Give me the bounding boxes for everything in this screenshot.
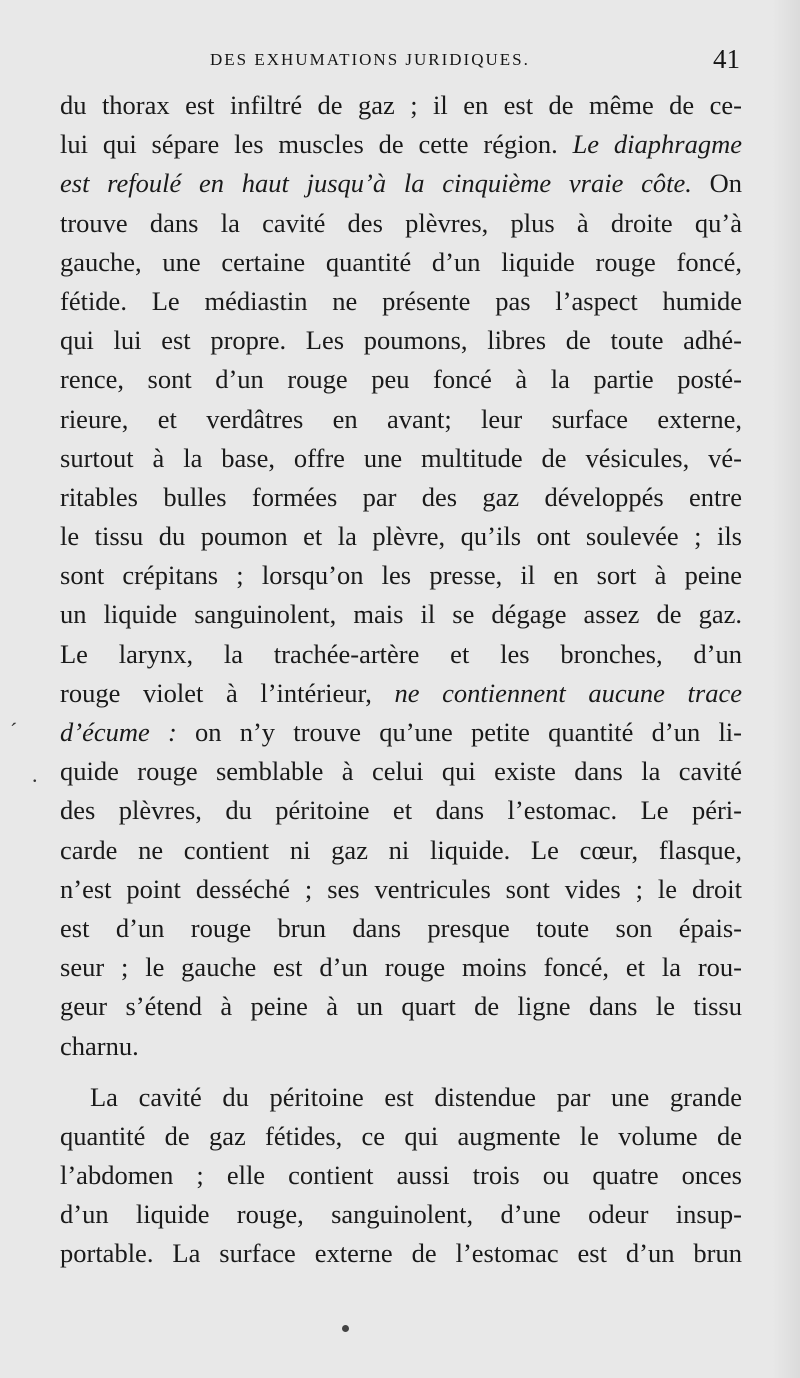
- text-line: carde ne contient ni gaz ni liquide. Le cœur, flasque,: [60, 834, 742, 865]
- text-line: ritables bulles formées par des gaz développés entre: [60, 481, 742, 512]
- paragraph-gap: [60, 1066, 742, 1078]
- text-line: n’est point desséché ; ses ventricules sont vides ; le droit: [60, 873, 742, 904]
- text-line: est refoulé en haut jusqu’à la cinquième vraie côte. On: [60, 168, 742, 199]
- text-line: La cavité du péritoine est distendue par une grande: [90, 1081, 742, 1112]
- margin-accent-mark: ´: [10, 718, 18, 743]
- text-line: l’abdomen ; elle contient aussi trois ou quatre onces: [60, 1160, 742, 1191]
- body-text: [60, 86, 742, 1274]
- page-edge-shadow: [772, 0, 800, 1378]
- text-line: rouge violet à l’intérieur, ne contiennent aucune trace: [60, 677, 743, 708]
- running-head: DES EXHUMATIONS JURIDIQUES.: [210, 50, 530, 69]
- text-line: seur ; le gauche est d’un rouge moins foncé, et la rou-: [60, 952, 742, 983]
- text-line: lui qui sépare les muscles de cette région. Le diaphragme: [60, 129, 742, 160]
- text-line: rieure, et verdâtres en avant; leur surface externe,: [60, 403, 742, 434]
- text-line: un liquide sanguinolent, mais il se dégage assez de gaz.: [60, 599, 742, 630]
- text-line: sont crépitans ; lorsqu’on les presse, il en sort à peine: [60, 560, 742, 591]
- text-line: qui lui est propre. Les poumons, libres de toute adhé-: [60, 325, 742, 356]
- text-line: charnu.: [60, 1030, 139, 1061]
- text-line: Le larynx, la trachée-artère et les bronches, d’un: [60, 638, 742, 669]
- text-line: des plèvres, du péritoine et dans l’estomac. Le péri-: [60, 795, 742, 826]
- text-line: du thorax est infiltré de gaz ; il en est de même de ce-: [60, 90, 742, 120]
- text-line: d’un liquide rouge, sanguinolent, d’une odeur insup-: [60, 1199, 742, 1230]
- text-line: portable. La surface externe de l’estomac est d’un brun: [60, 1238, 742, 1269]
- margin-dot-mark: .: [32, 762, 38, 787]
- text-line: d’écume : on n’y trouve qu’une petite quantité d’un li-: [60, 717, 742, 747]
- text-line: rence, sont d’un rouge peu foncé à la partie posté-: [60, 364, 742, 395]
- text-line: fétide. Le médiastin ne présente pas l’aspect humide: [60, 285, 742, 316]
- text-line: gauche, une certaine quantité d’un liquide rouge foncé,: [60, 246, 742, 277]
- text-line: quantité de gaz fétides, ce qui augmente le volume de: [60, 1120, 742, 1151]
- text-line: est d’un rouge brun dans presque toute son épais-: [60, 912, 742, 943]
- page-number: 41: [713, 44, 740, 74]
- page-header: [210, 44, 740, 78]
- text-line: trouve dans la cavité des plèvres, plus à droite qu’à: [60, 207, 742, 238]
- text-line: le tissu du poumon et la plèvre, qu’ils ont soulevée ; ils: [60, 521, 742, 552]
- text-line: quide rouge semblable à celui qui existe dans la cavité: [60, 756, 742, 787]
- text-line: geur s’étend à peine à un quart de ligne dans le tissu: [60, 991, 742, 1022]
- signature-dot: [342, 1325, 349, 1332]
- text-line: surtout à la base, offre une multitude de vésicules, vé-: [60, 442, 742, 473]
